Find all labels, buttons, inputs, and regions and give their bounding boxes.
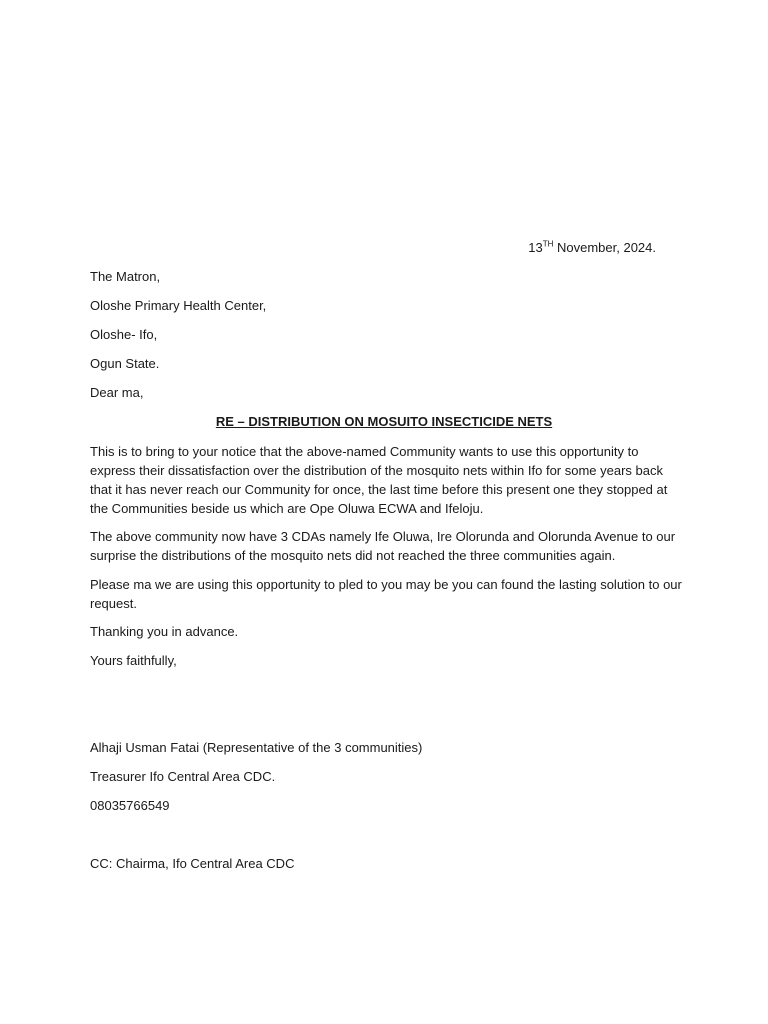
paragraph-line: request. xyxy=(90,596,137,611)
paragraph-line: Please ma we are using this opportunity to pled to you may be you can found the lasting solution to our xyxy=(90,577,682,592)
thanks-line: Thanking you in advance. xyxy=(90,624,239,639)
closing-line: Yours faithfully, xyxy=(90,653,177,668)
signatory-name: Alhaji Usman Fatai (Representative of the 3 communities) xyxy=(90,740,423,755)
paragraph-1 xyxy=(90,442,682,518)
signatory-phone: 08035766549 xyxy=(90,798,170,813)
paragraph-line: the Communities beside us which are Ope Oluwa ECWA and Ifeloju. xyxy=(90,501,484,516)
paragraph-line: express their dissatisfaction over the distribution of the mosquito nets within Ifo for some years back xyxy=(90,463,663,478)
paragraph-3 xyxy=(90,575,682,613)
recipient-line-1: The Matron, xyxy=(90,269,161,284)
paragraph-line: that it has never reach our Community for once, the last time before this present one they stopped at xyxy=(90,482,668,497)
recipient-line-4: Ogun State. xyxy=(90,356,160,371)
signatory-title: Treasurer Ifo Central Area CDC. xyxy=(90,769,276,784)
cc-line: CC: Chairma, Ifo Central Area CDC xyxy=(90,856,295,871)
paragraph-line: This is to bring to your notice that the above-named Community wants to use this opportunity to xyxy=(90,444,639,459)
recipient-line-3: Oloshe- Ifo, xyxy=(90,327,158,342)
date-rest: November, 2024. xyxy=(553,240,656,255)
salutation: Dear ma, xyxy=(90,385,144,400)
subject-heading: RE – DISTRIBUTION ON MOSUITO INSECTICIDE NETS xyxy=(215,414,553,429)
recipient-line-2: Oloshe Primary Health Center, xyxy=(90,298,267,313)
paragraph-line: The above community now have 3 CDAs namely Ife Oluwa, Ire Olorunda and Olorunda Avenue to our xyxy=(90,529,676,544)
paragraph-2 xyxy=(90,527,682,565)
paragraph-line: surprise the distributions of the mosquito nets did not reached the three communities again. xyxy=(90,548,616,563)
letter-date xyxy=(528,240,656,256)
date-suffix: TH xyxy=(542,239,554,249)
date-day: 13 xyxy=(528,240,543,255)
